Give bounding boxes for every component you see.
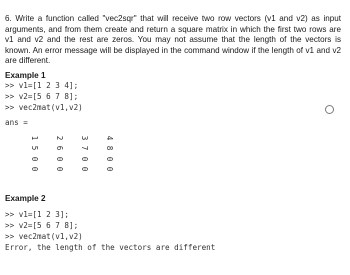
example-1-line-2: >> v2=[5 6 7 8];	[5, 92, 79, 101]
problem-statement: 6. Write a function called "vec2sqr" that will receive two row vectors (v1 and v2) as input arguments, and from them create and return a square matrix in which the first two rows are v1 and v2 and the rest are zeros. You may not assume that the length of the vectors is known. An error message will be displayed in the command window if the length of v1 and v2 are different.	[5, 14, 341, 66]
example-2-line-3: >> vec2mat(v1,v2)	[5, 232, 83, 241]
matrix-cell: 0	[55, 166, 64, 172]
example-2-line-1: >> v1=[1 2 3];	[5, 210, 70, 219]
matrix-cell: 0	[80, 156, 89, 162]
example-1-line-3: >> vec2mat(v1,v2)	[5, 103, 83, 112]
matrix-cell: 0	[30, 156, 39, 162]
radio-circle-icon[interactable]	[325, 105, 334, 114]
matrix-cell: 4	[105, 135, 114, 141]
matrix-cell: 1	[30, 135, 39, 141]
matrix-cell: 8	[105, 145, 114, 151]
matrix-cell: 5	[30, 145, 39, 151]
error-message: Error, the length of the vectors are different	[5, 243, 216, 252]
example-1-line-1: >> v1=[1 2 3 4];	[5, 81, 79, 90]
matrix-cell: 0	[105, 166, 114, 172]
example-2-line-2: >> v2=[5 6 7 8];	[5, 221, 79, 230]
matrix-cell: 6	[55, 145, 64, 151]
matrix-cell: 0	[30, 166, 39, 172]
matrix-cell: 7	[80, 145, 89, 151]
matrix-cell: 0	[80, 166, 89, 172]
example-2-heading: Example 2	[5, 194, 46, 203]
matrix-cell: 0	[55, 156, 64, 162]
matrix-cell: 3	[80, 135, 89, 141]
example-1-heading: Example 1	[5, 71, 46, 80]
matrix-cell: 0	[105, 156, 114, 162]
matrix-cell: 2	[55, 135, 64, 141]
ans-label: ans =	[5, 118, 28, 127]
